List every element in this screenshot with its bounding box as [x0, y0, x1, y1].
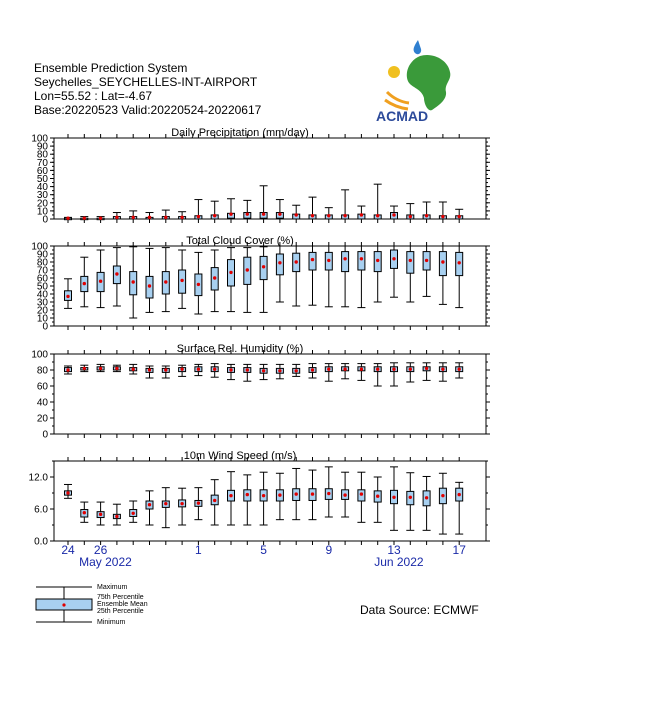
mean-marker	[115, 216, 118, 219]
box-day-3	[113, 365, 121, 371]
mean-marker	[360, 368, 363, 371]
mean-marker	[425, 214, 428, 217]
box-day-11	[243, 248, 251, 313]
box-day-5	[146, 491, 154, 525]
box-day-23	[439, 473, 447, 534]
y-tick-label: 100	[31, 241, 48, 253]
mean-marker	[425, 259, 428, 262]
mean-marker	[376, 495, 379, 498]
box-day-10	[227, 364, 235, 379]
mean-marker	[246, 268, 249, 271]
mean-marker	[441, 368, 444, 371]
mean-marker	[66, 295, 69, 298]
mean-marker	[164, 216, 167, 219]
box-day-24	[455, 209, 463, 219]
plot-frame	[54, 138, 486, 219]
mean-marker	[115, 367, 118, 370]
box-day-0	[64, 216, 72, 219]
y-tick-label: 12.0	[28, 472, 48, 484]
box-day-11	[243, 200, 251, 219]
mean-marker	[197, 215, 200, 218]
box-day-9	[211, 480, 219, 525]
box-day-19	[374, 477, 382, 522]
y-tick-label: 50	[36, 281, 48, 293]
box-day-1	[80, 216, 88, 219]
mean-marker	[441, 494, 444, 497]
mean-marker	[164, 280, 167, 283]
mean-marker	[66, 368, 69, 371]
y-tick-label: 90	[36, 141, 48, 153]
box-day-13	[276, 364, 284, 378]
box-day-5	[146, 213, 154, 220]
panel-title: Total Cloud Cover (%)	[186, 235, 294, 247]
box-day-2	[97, 502, 105, 525]
box-day-6	[162, 210, 170, 219]
box-day-24	[455, 363, 463, 378]
header-line-1: Ensemble Prediction System	[34, 61, 188, 75]
box-day-12	[260, 247, 268, 313]
y-tick-label: 0	[42, 321, 48, 333]
y-tick-label: 50	[36, 174, 48, 185]
x-tick-label: 24	[61, 543, 75, 557]
box-day-4	[129, 501, 137, 522]
mean-marker	[343, 257, 346, 260]
mean-marker	[99, 367, 102, 370]
mean-marker	[229, 368, 232, 371]
x-tick-label: 13	[387, 543, 401, 557]
mean-marker	[83, 282, 86, 285]
box-day-17	[341, 190, 349, 219]
box-day-11	[243, 364, 251, 381]
mean-marker	[392, 257, 395, 260]
header-line-4: Base:20220523 Valid:20220524-20220617	[34, 103, 262, 117]
mean-marker	[180, 502, 183, 505]
mean-marker	[409, 215, 412, 218]
box-day-13	[276, 473, 284, 519]
y-tick-label: 20	[36, 413, 48, 425]
mean-marker	[458, 493, 461, 496]
box-day-22	[423, 246, 431, 296]
mean-marker	[458, 215, 461, 218]
box-day-23	[439, 363, 447, 381]
box-day-3	[113, 213, 121, 220]
mean-marker	[180, 216, 183, 219]
box-day-0	[64, 484, 72, 498]
mean-marker	[246, 493, 249, 496]
box-day-14	[292, 246, 300, 306]
mean-marker	[83, 367, 86, 370]
y-tick-label: 60	[36, 273, 48, 285]
mean-marker	[360, 257, 363, 260]
mean-marker	[458, 368, 461, 371]
mean-marker	[83, 216, 86, 219]
mean-marker	[213, 276, 216, 279]
panel-1	[31, 127, 490, 226]
mean-marker	[295, 492, 298, 495]
box-day-4	[129, 247, 137, 318]
box-day-20	[390, 206, 398, 219]
mean-marker	[246, 368, 249, 371]
mean-marker	[66, 216, 69, 219]
mean-marker	[132, 368, 135, 371]
mean-marker	[262, 212, 265, 215]
legend-label-min: Minimum	[97, 619, 126, 626]
y-tick-label: 0	[42, 214, 48, 226]
box-day-24	[455, 246, 463, 308]
mean-marker	[327, 368, 330, 371]
iqr-box	[407, 252, 414, 274]
box-day-20	[390, 467, 398, 530]
mean-marker	[213, 214, 216, 217]
mean-marker	[262, 369, 265, 372]
mean-marker	[99, 513, 102, 516]
mean-marker	[458, 261, 461, 264]
box-day-5	[146, 248, 154, 312]
mean-marker	[229, 212, 232, 215]
box-day-13	[276, 200, 284, 219]
box-day-7	[178, 212, 186, 219]
box-day-4	[129, 364, 137, 374]
legend-label-mean: Ensemble Mean	[97, 601, 148, 608]
mean-marker	[343, 214, 346, 217]
box-day-8	[194, 200, 202, 219]
box-day-12	[260, 364, 268, 379]
panel-title: Daily Precipitation (mm/day)	[171, 127, 309, 139]
plot-frame	[54, 461, 486, 541]
mean-marker	[409, 496, 412, 499]
mean-marker	[409, 368, 412, 371]
y-tick-label: 60	[36, 165, 48, 177]
plot-frame	[54, 354, 486, 434]
y-tick-label: 30	[36, 297, 48, 309]
logo-text: ACMAD	[376, 108, 429, 124]
box-day-3	[113, 248, 121, 306]
panel-4	[29, 450, 490, 548]
acmad-logo	[376, 40, 450, 124]
panel-title: Surface Rel. Humidity (%)	[176, 343, 304, 355]
box-day-18	[357, 246, 365, 308]
box-day-6	[162, 366, 170, 378]
box-day-6	[162, 488, 170, 528]
mean-marker	[99, 280, 102, 283]
mean-marker	[295, 260, 298, 263]
header-line-3: Lon=55.52 : Lat=-4.67	[34, 89, 153, 103]
box-day-16	[325, 364, 333, 382]
y-tick-label: 0.0	[34, 536, 48, 548]
mean-marker	[262, 494, 265, 497]
mean-marker	[115, 272, 118, 275]
mean-marker	[376, 368, 379, 371]
mean-marker	[441, 215, 444, 218]
box-day-21	[406, 363, 414, 382]
plot-frame	[54, 246, 486, 326]
box-day-19	[374, 364, 382, 386]
y-tick-label: 40	[36, 289, 48, 301]
box-day-19	[374, 246, 382, 302]
box-day-20	[390, 363, 398, 386]
box-day-19	[374, 184, 382, 219]
mean-marker	[327, 492, 330, 495]
mean-marker	[425, 496, 428, 499]
box-day-15	[309, 470, 317, 520]
legend	[36, 584, 148, 626]
mean-marker	[197, 283, 200, 286]
mean-marker	[295, 213, 298, 216]
y-tick-label: 100	[31, 133, 48, 145]
y-tick-label: 100	[31, 349, 48, 361]
mean-marker	[66, 491, 69, 494]
mean-marker	[278, 369, 281, 372]
box-day-6	[162, 248, 170, 312]
box-day-12	[260, 472, 268, 525]
mean-marker	[83, 511, 86, 514]
mean-marker	[343, 493, 346, 496]
mean-marker	[278, 261, 281, 264]
x-tick-label: 17	[452, 543, 466, 557]
panel-2	[31, 235, 490, 333]
header-line-2: Seychelles_SEYCHELLES-INT-AIRPORT	[34, 75, 258, 89]
box-day-23	[439, 202, 447, 219]
mean-marker	[278, 212, 281, 215]
mean-marker	[311, 214, 314, 217]
mean-marker	[376, 214, 379, 217]
mean-marker	[164, 502, 167, 505]
x-tick-label: 26	[93, 543, 108, 557]
mean-marker	[327, 259, 330, 262]
y-tick-label: 70	[36, 265, 48, 277]
box-day-9	[211, 364, 219, 378]
box-day-20	[390, 246, 398, 297]
x-tick-label: 5	[260, 543, 267, 557]
box-day-17	[341, 472, 349, 517]
mean-marker	[311, 368, 314, 371]
mean-marker	[343, 368, 346, 371]
box-day-11	[243, 475, 251, 525]
box-day-1	[80, 502, 88, 522]
box-day-2	[97, 364, 105, 371]
legend-label-p75: 75th Percentile	[97, 594, 144, 601]
mean-marker	[295, 369, 298, 372]
mean-marker	[213, 499, 216, 502]
mean-marker	[360, 213, 363, 216]
x-axis	[61, 543, 466, 569]
box-day-1	[80, 257, 88, 307]
y-tick-label: 0	[42, 429, 48, 441]
y-tick-label: 20	[36, 198, 48, 210]
mean-marker	[180, 368, 183, 371]
iqr-box	[358, 252, 365, 270]
iqr-box	[342, 252, 349, 272]
box-day-4	[129, 211, 137, 219]
box-day-15	[309, 246, 317, 305]
box-day-10	[227, 248, 235, 312]
box-day-2	[97, 216, 105, 219]
y-tick-label: 80	[36, 365, 48, 377]
mean-marker	[360, 492, 363, 495]
y-tick-label: 40	[36, 182, 48, 194]
mean-marker	[441, 260, 444, 263]
x-tick-label: 9	[325, 543, 333, 557]
box-day-15	[309, 197, 317, 219]
mean-marker	[197, 501, 200, 504]
box-day-3	[113, 504, 121, 525]
box-day-5	[146, 366, 154, 378]
y-tick-label: 10	[36, 206, 48, 218]
legend-mean-marker	[62, 603, 65, 606]
mean-marker	[148, 368, 151, 371]
mean-marker	[392, 213, 395, 216]
box-day-18	[357, 206, 365, 219]
mean-marker	[246, 212, 249, 215]
mean-marker	[311, 258, 314, 261]
y-tick-label: 80	[36, 149, 48, 161]
panel-3	[31, 343, 490, 441]
box-day-0	[64, 366, 72, 374]
box-day-13	[276, 246, 284, 302]
mean-marker	[376, 259, 379, 262]
box-day-17	[341, 246, 349, 307]
y-tick-label: 40	[36, 397, 48, 409]
mean-marker	[327, 214, 330, 217]
mean-marker	[311, 492, 314, 495]
box-day-7	[178, 365, 186, 376]
y-tick-label: 20	[36, 305, 48, 317]
box-day-16	[325, 246, 333, 307]
chart-panels	[29, 127, 490, 548]
mean-marker	[115, 515, 118, 518]
mean-marker	[132, 216, 135, 219]
mean-marker	[197, 368, 200, 371]
y-tick-label: 10	[36, 313, 48, 325]
box-day-2	[97, 250, 105, 308]
box-day-21	[406, 246, 414, 302]
mean-marker	[278, 493, 281, 496]
box-day-21	[406, 473, 414, 531]
data-source: Data Source: ECMWF	[360, 603, 479, 617]
box-day-0	[64, 279, 72, 309]
box-day-22	[423, 476, 431, 530]
box-day-14	[292, 205, 300, 219]
mean-marker	[148, 216, 151, 219]
y-tick-label: 80	[36, 257, 48, 269]
y-tick-label: 90	[36, 249, 48, 261]
box-day-9	[211, 250, 219, 312]
x-month-label: May 2022	[79, 555, 132, 569]
box-day-8	[194, 252, 202, 314]
box-day-7	[178, 488, 186, 525]
box-day-24	[455, 482, 463, 534]
mean-marker	[229, 271, 232, 274]
mean-marker	[148, 503, 151, 506]
box-day-16	[325, 208, 333, 219]
y-tick-label: 30	[36, 190, 48, 202]
mean-marker	[392, 368, 395, 371]
box-day-23	[439, 246, 447, 304]
box-day-22	[423, 202, 431, 219]
box-day-9	[211, 201, 219, 219]
x-month-label: Jun 2022	[374, 555, 424, 569]
box-day-17	[341, 364, 349, 379]
box-day-1	[80, 365, 88, 371]
box-day-18	[357, 364, 365, 381]
y-tick-label: 6.0	[34, 504, 48, 516]
x-tick-label: 1	[195, 543, 202, 557]
box-day-8	[194, 488, 202, 520]
mean-marker	[425, 367, 428, 370]
mean-marker	[409, 259, 412, 262]
box-day-12	[260, 186, 268, 219]
box-day-10	[227, 199, 235, 219]
box-day-7	[178, 250, 186, 308]
box-day-16	[325, 467, 333, 517]
box-day-10	[227, 472, 235, 525]
mean-marker	[164, 368, 167, 371]
mean-marker	[132, 280, 135, 283]
panel-title: 10m Wind Speed (m/s)	[183, 450, 297, 462]
box-day-8	[194, 364, 202, 375]
mean-marker	[180, 279, 183, 282]
legend-label-max: Maximum	[97, 584, 128, 591]
box-day-14	[292, 468, 300, 519]
mean-marker	[132, 512, 135, 515]
y-tick-label: 70	[36, 157, 48, 169]
mean-marker	[213, 368, 216, 371]
box-day-22	[423, 363, 431, 381]
mean-marker	[99, 216, 102, 219]
mean-marker	[392, 496, 395, 499]
box-day-21	[406, 204, 414, 219]
mean-marker	[148, 284, 151, 287]
mean-marker	[229, 494, 232, 497]
box-day-14	[292, 364, 300, 376]
legend-label-p25: 25th Percentile	[97, 608, 144, 615]
box-day-18	[357, 472, 365, 522]
box-day-15	[309, 364, 317, 378]
mean-marker	[262, 265, 265, 268]
y-tick-label: 60	[36, 381, 48, 393]
